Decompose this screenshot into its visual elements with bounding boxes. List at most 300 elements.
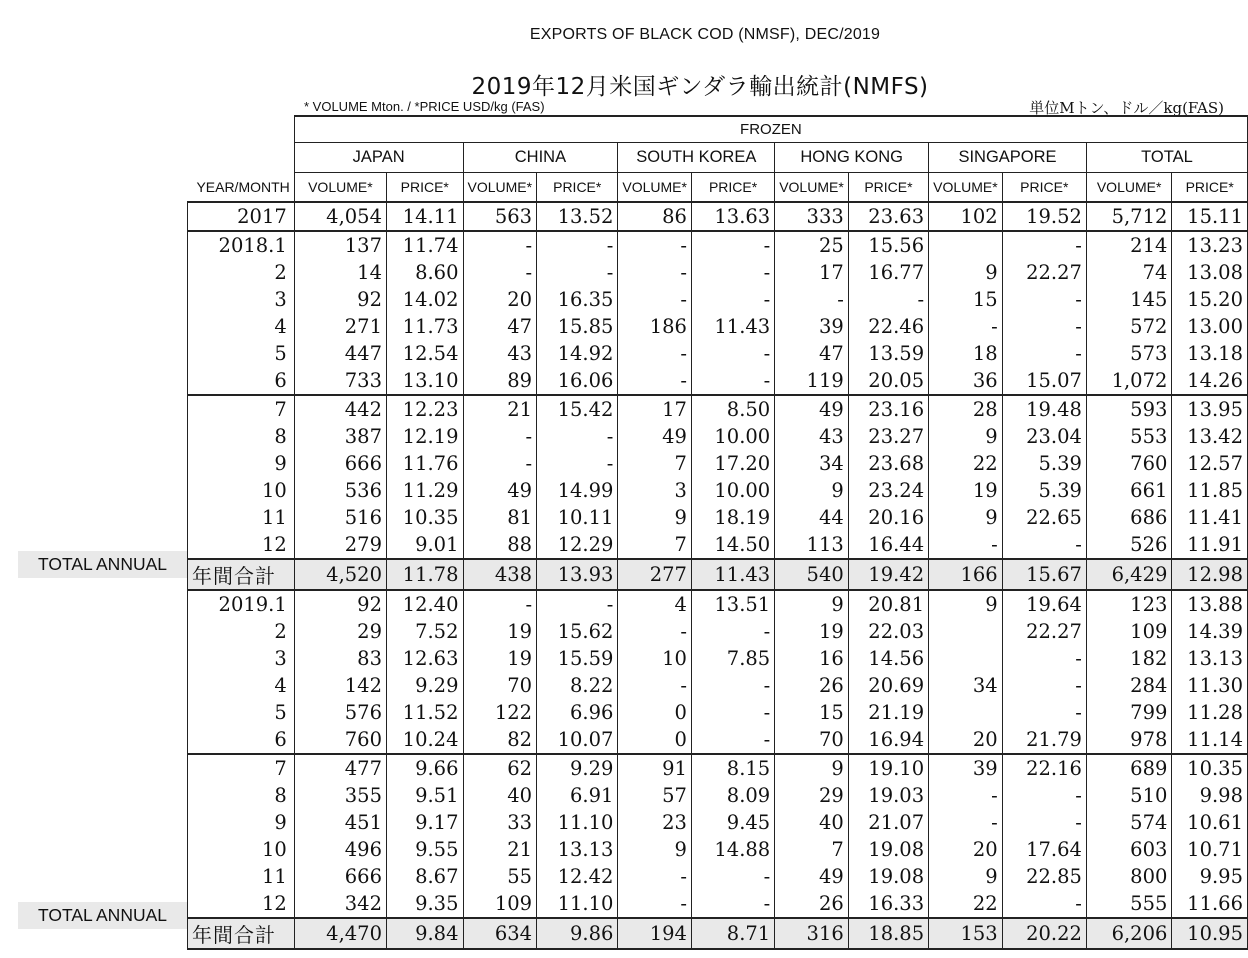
volume-cell: 516 — [294, 504, 386, 531]
row-period-label: 8 — [188, 782, 295, 809]
volume-cell: 576 — [294, 699, 386, 726]
volume-cell: 86 — [618, 202, 692, 231]
volume-cell: 686 — [1086, 504, 1172, 531]
price-cell: - — [691, 340, 774, 367]
volume-cell: 55 — [463, 863, 537, 890]
volume-cell: 342 — [294, 890, 386, 918]
price-cell: 21.19 — [848, 699, 928, 726]
volume-cell: 28 — [929, 395, 1003, 423]
price-cell: 20.16 — [848, 504, 928, 531]
volume-cell: 21 — [463, 395, 537, 423]
price-cell: 9.29 — [387, 672, 464, 699]
price-cell: 10.07 — [537, 726, 618, 754]
volume-cell: 82 — [463, 726, 537, 754]
volume-column-header: VOLUME* — [294, 173, 386, 203]
table-row — [188, 504, 1248, 531]
price-cell: - — [691, 890, 774, 918]
price-cell: 11.74 — [387, 231, 464, 259]
volume-cell: 57 — [618, 782, 692, 809]
price-cell: - — [691, 231, 774, 259]
country-header-total: TOTAL — [1086, 143, 1247, 173]
volume-cell: 142 — [294, 672, 386, 699]
price-cell: 14.50 — [691, 531, 774, 559]
row-period-label: 3 — [188, 286, 295, 313]
price-cell: 13.51 — [691, 590, 774, 618]
table-row — [188, 423, 1248, 450]
volume-cell: 123 — [1086, 590, 1172, 618]
price-cell: 13.93 — [537, 559, 618, 590]
volume-cell: 279 — [294, 531, 386, 559]
price-cell: 19.64 — [1002, 590, 1086, 618]
row-period-label: 6 — [188, 726, 295, 754]
price-cell: 15.56 — [848, 231, 928, 259]
volume-cell: - — [929, 531, 1003, 559]
volume-cell: 15 — [775, 699, 849, 726]
price-cell: 20.69 — [848, 672, 928, 699]
price-cell: 13.95 — [1172, 395, 1248, 423]
price-cell: 13.63 — [691, 202, 774, 231]
volume-cell: 16 — [775, 645, 849, 672]
volume-cell: 553 — [1086, 423, 1172, 450]
volume-cell: 88 — [463, 531, 537, 559]
row-period-label: 9 — [188, 450, 295, 477]
row-period-label: 12 — [188, 890, 295, 918]
volume-cell: 92 — [294, 590, 386, 618]
price-cell: 13.18 — [1172, 340, 1248, 367]
volume-cell: 442 — [294, 395, 386, 423]
table-row — [188, 395, 1248, 423]
country-header-japan: JAPAN — [294, 143, 463, 173]
table-row — [188, 286, 1248, 313]
volume-column-header: VOLUME* — [1086, 173, 1172, 203]
volume-cell: 83 — [294, 645, 386, 672]
volume-cell: 49 — [775, 395, 849, 423]
table-row — [188, 782, 1248, 809]
price-cell: 15.67 — [1002, 559, 1086, 590]
price-cell: 14.88 — [691, 836, 774, 863]
volume-cell: 92 — [294, 286, 386, 313]
volume-cell: - — [463, 590, 537, 618]
volume-cell: 36 — [929, 367, 1003, 395]
price-cell: 9.98 — [1172, 782, 1248, 809]
volume-cell: 799 — [1086, 699, 1172, 726]
volume-cell: 0 — [618, 726, 692, 754]
volume-cell: 74 — [1086, 259, 1172, 286]
price-cell: 10.35 — [1172, 754, 1248, 782]
price-cell: - — [1002, 782, 1086, 809]
table-row — [188, 699, 1248, 726]
table-row — [188, 531, 1248, 559]
volume-cell: 26 — [775, 672, 849, 699]
price-cell: - — [537, 423, 618, 450]
price-cell: 10.35 — [387, 504, 464, 531]
volume-cell: 34 — [775, 450, 849, 477]
volume-column-header: VOLUME* — [618, 173, 692, 203]
price-cell: 11.73 — [387, 313, 464, 340]
volume-cell: - — [618, 863, 692, 890]
volume-cell: 477 — [294, 754, 386, 782]
volume-cell: 9 — [618, 836, 692, 863]
price-cell: 9.51 — [387, 782, 464, 809]
volume-cell — [929, 645, 1003, 672]
volume-cell: 145 — [1086, 286, 1172, 313]
volume-cell: 20 — [929, 836, 1003, 863]
volume-cell: 800 — [1086, 863, 1172, 890]
table-row — [188, 313, 1248, 340]
volume-cell: 47 — [775, 340, 849, 367]
volume-cell: 666 — [294, 450, 386, 477]
row-period-label: 2017 — [188, 202, 295, 231]
volume-cell: 33 — [463, 809, 537, 836]
price-cell: 10.24 — [387, 726, 464, 754]
volume-cell: 39 — [929, 754, 1003, 782]
volume-cell: - — [463, 423, 537, 450]
price-cell: 22.27 — [1002, 618, 1086, 645]
price-cell: 12.57 — [1172, 450, 1248, 477]
price-cell: 9.35 — [387, 890, 464, 918]
volume-cell: 572 — [1086, 313, 1172, 340]
volume-cell: 9 — [775, 590, 849, 618]
volume-cell: 25 — [775, 231, 849, 259]
volume-cell: 137 — [294, 231, 386, 259]
price-cell: 16.44 — [848, 531, 928, 559]
volume-cell: 9 — [929, 423, 1003, 450]
price-column-header: PRICE* — [1002, 173, 1086, 203]
table-row — [188, 477, 1248, 504]
price-cell: 9.86 — [537, 918, 618, 949]
volume-cell: 17 — [618, 395, 692, 423]
price-cell: 14.02 — [387, 286, 464, 313]
price-cell: - — [691, 286, 774, 313]
price-cell: 12.40 — [387, 590, 464, 618]
price-cell: 10.11 — [537, 504, 618, 531]
total-annual-side-label-2019: TOTAL ANNUAL — [18, 902, 187, 929]
row-period-label: 7 — [188, 754, 295, 782]
row-period-label: 5 — [188, 699, 295, 726]
price-cell: 11.76 — [387, 450, 464, 477]
volume-cell: 1,072 — [1086, 367, 1172, 395]
volume-cell: - — [929, 809, 1003, 836]
price-cell: 21.79 — [1002, 726, 1086, 754]
volume-cell: 355 — [294, 782, 386, 809]
volume-cell: - — [618, 672, 692, 699]
units-note-english: * VOLUME Mton. / *PRICE USD/kg (FAS) — [304, 99, 545, 114]
table-row — [188, 590, 1248, 618]
price-cell: - — [1002, 809, 1086, 836]
price-cell: 11.29 — [387, 477, 464, 504]
price-cell: 11.28 — [1172, 699, 1248, 726]
volume-cell: 19 — [463, 618, 537, 645]
volume-cell: 316 — [775, 918, 849, 949]
volume-cell: 7 — [775, 836, 849, 863]
volume-cell: 333 — [775, 202, 849, 231]
volume-cell: 4,054 — [294, 202, 386, 231]
total-annual-row — [188, 918, 1248, 949]
volume-cell: 634 — [463, 918, 537, 949]
price-cell: 18.19 — [691, 504, 774, 531]
volume-cell: 9 — [929, 259, 1003, 286]
volume-cell: 6,429 — [1086, 559, 1172, 590]
price-cell: - — [1002, 672, 1086, 699]
price-cell: 13.59 — [848, 340, 928, 367]
table-row — [188, 890, 1248, 918]
volume-cell: 70 — [463, 672, 537, 699]
price-cell: 19.42 — [848, 559, 928, 590]
price-cell: 19.52 — [1002, 202, 1086, 231]
price-cell: 14.92 — [537, 340, 618, 367]
volume-cell: 447 — [294, 340, 386, 367]
exports-table — [187, 115, 1248, 950]
price-cell: 12.63 — [387, 645, 464, 672]
volume-cell: 182 — [1086, 645, 1172, 672]
price-cell: 22.03 — [848, 618, 928, 645]
volume-cell: 22 — [929, 450, 1003, 477]
volume-cell: - — [463, 231, 537, 259]
price-cell: 12.19 — [387, 423, 464, 450]
price-cell: 12.23 — [387, 395, 464, 423]
price-cell: 13.08 — [1172, 259, 1248, 286]
table-row — [188, 231, 1248, 259]
price-cell: 9.45 — [691, 809, 774, 836]
price-cell: 8.22 — [537, 672, 618, 699]
volume-cell: 277 — [618, 559, 692, 590]
price-cell: 8.15 — [691, 754, 774, 782]
price-cell: 22.85 — [1002, 863, 1086, 890]
volume-cell: 47 — [463, 313, 537, 340]
price-cell: 10.61 — [1172, 809, 1248, 836]
row-period-label: 4 — [188, 672, 295, 699]
table-row — [188, 726, 1248, 754]
row-period-label: 2019.1 — [188, 590, 295, 618]
volume-cell: 113 — [775, 531, 849, 559]
table-row — [188, 645, 1248, 672]
volume-cell: 23 — [618, 809, 692, 836]
table-row — [188, 259, 1248, 286]
volume-column-header: VOLUME* — [929, 173, 1003, 203]
price-cell: 7.52 — [387, 618, 464, 645]
price-cell: 14.11 — [387, 202, 464, 231]
volume-cell: 43 — [775, 423, 849, 450]
volume-cell: 62 — [463, 754, 537, 782]
volume-cell: 6,206 — [1086, 918, 1172, 949]
volume-cell: 20 — [929, 726, 1003, 754]
country-header-south-korea: SOUTH KOREA — [618, 143, 775, 173]
total-annual-row — [188, 559, 1248, 590]
price-cell: 11.78 — [387, 559, 464, 590]
price-cell: 14.39 — [1172, 618, 1248, 645]
annual-total-label: 年間合計 — [188, 918, 295, 949]
price-cell: 8.71 — [691, 918, 774, 949]
volume-cell: 49 — [775, 863, 849, 890]
price-cell: 15.07 — [1002, 367, 1086, 395]
price-cell: 7.85 — [691, 645, 774, 672]
volume-cell: 21 — [463, 836, 537, 863]
volume-cell: 284 — [1086, 672, 1172, 699]
total-annual-side-label-2018: TOTAL ANNUAL — [18, 551, 187, 578]
price-cell: 19.08 — [848, 836, 928, 863]
volume-cell: 9 — [929, 590, 1003, 618]
price-cell: 13.23 — [1172, 231, 1248, 259]
volume-cell: 4,470 — [294, 918, 386, 949]
volume-cell: 5,712 — [1086, 202, 1172, 231]
volume-cell: 20 — [463, 286, 537, 313]
volume-cell: 91 — [618, 754, 692, 782]
price-cell: 20.05 — [848, 367, 928, 395]
row-period-label: 7 — [188, 395, 295, 423]
price-cell: 12.29 — [537, 531, 618, 559]
price-cell: 22.27 — [1002, 259, 1086, 286]
price-cell: 11.52 — [387, 699, 464, 726]
price-cell: 11.41 — [1172, 504, 1248, 531]
table-row — [188, 754, 1248, 782]
price-cell: - — [691, 367, 774, 395]
volume-cell: 44 — [775, 504, 849, 531]
volume-cell: 9 — [618, 504, 692, 531]
row-period-label: 12 — [188, 531, 295, 559]
volume-cell: - — [618, 367, 692, 395]
volume-cell: 43 — [463, 340, 537, 367]
volume-cell: 214 — [1086, 231, 1172, 259]
volume-cell: 39 — [775, 313, 849, 340]
volume-cell: 109 — [1086, 618, 1172, 645]
price-column-header: PRICE* — [537, 173, 618, 203]
country-header-china: CHINA — [463, 143, 618, 173]
price-cell: - — [537, 590, 618, 618]
table-row — [188, 809, 1248, 836]
volume-cell: 40 — [775, 809, 849, 836]
table-row — [188, 672, 1248, 699]
row-period-label: 5 — [188, 340, 295, 367]
row-period-label: 2018.1 — [188, 231, 295, 259]
price-cell: 10.95 — [1172, 918, 1248, 949]
price-cell: 19.48 — [1002, 395, 1086, 423]
price-cell: 17.64 — [1002, 836, 1086, 863]
price-cell: - — [1002, 699, 1086, 726]
country-header-singapore: SINGAPORE — [929, 143, 1087, 173]
price-cell: 11.30 — [1172, 672, 1248, 699]
volume-cell: 153 — [929, 918, 1003, 949]
volume-cell: 9 — [775, 754, 849, 782]
table-row — [188, 836, 1248, 863]
price-cell: 23.68 — [848, 450, 928, 477]
price-cell: - — [1002, 890, 1086, 918]
volume-cell: 89 — [463, 367, 537, 395]
price-cell: 15.62 — [537, 618, 618, 645]
volume-cell: 122 — [463, 699, 537, 726]
price-cell: 11.91 — [1172, 531, 1248, 559]
volume-cell: 40 — [463, 782, 537, 809]
price-cell: 9.55 — [387, 836, 464, 863]
volume-cell: 271 — [294, 313, 386, 340]
volume-cell: - — [618, 890, 692, 918]
volume-cell: 49 — [463, 477, 537, 504]
volume-cell: 15 — [929, 286, 1003, 313]
volume-cell: 18 — [929, 340, 1003, 367]
volume-cell: 760 — [294, 726, 386, 754]
price-cell: 6.96 — [537, 699, 618, 726]
row-period-label: 11 — [188, 504, 295, 531]
volume-cell: 573 — [1086, 340, 1172, 367]
price-cell: 23.63 — [848, 202, 928, 231]
volume-cell: 0 — [618, 699, 692, 726]
price-cell: 11.10 — [537, 890, 618, 918]
price-cell: 9.95 — [1172, 863, 1248, 890]
annual-total-label: 年間合計 — [188, 559, 295, 590]
volume-cell: - — [463, 450, 537, 477]
price-cell: 9.01 — [387, 531, 464, 559]
price-cell: - — [537, 231, 618, 259]
volume-cell: 17 — [775, 259, 849, 286]
volume-cell: 536 — [294, 477, 386, 504]
table-row — [188, 618, 1248, 645]
price-cell: 22.65 — [1002, 504, 1086, 531]
price-cell: 14.56 — [848, 645, 928, 672]
volume-cell: 29 — [294, 618, 386, 645]
table-row — [188, 340, 1248, 367]
volume-cell: - — [618, 231, 692, 259]
volume-cell: 661 — [1086, 477, 1172, 504]
price-cell: 15.20 — [1172, 286, 1248, 313]
price-cell: 11.10 — [537, 809, 618, 836]
price-cell: 17.20 — [691, 450, 774, 477]
price-cell: - — [691, 699, 774, 726]
price-cell: 19.10 — [848, 754, 928, 782]
price-cell: 16.77 — [848, 259, 928, 286]
price-cell: - — [1002, 286, 1086, 313]
price-cell: 8.50 — [691, 395, 774, 423]
volume-cell: 9 — [775, 477, 849, 504]
price-cell: 23.04 — [1002, 423, 1086, 450]
english-title: EXPORTS OF BLACK COD (NMSF), DEC/2019 — [529, 26, 881, 43]
row-period-label: 4 — [188, 313, 295, 340]
price-cell: 8.67 — [387, 863, 464, 890]
price-cell: 18.85 — [848, 918, 928, 949]
price-cell: - — [691, 863, 774, 890]
volume-cell: - — [463, 259, 537, 286]
volume-cell — [929, 699, 1003, 726]
price-cell: 9.84 — [387, 918, 464, 949]
price-cell: 11.43 — [691, 559, 774, 590]
japanese-title: 2019年12月米国ギンダラ輸出統計(NMFS) — [471, 74, 929, 100]
row-period-label: 8 — [188, 423, 295, 450]
price-column-header: PRICE* — [387, 173, 464, 203]
price-cell: 23.16 — [848, 395, 928, 423]
volume-cell: 451 — [294, 809, 386, 836]
row-period-label: 6 — [188, 367, 295, 395]
price-cell: - — [691, 618, 774, 645]
volume-cell: 438 — [463, 559, 537, 590]
price-cell: 10.71 — [1172, 836, 1248, 863]
price-cell: 16.35 — [537, 286, 618, 313]
price-cell: 15.11 — [1172, 202, 1248, 231]
volume-cell: 3 — [618, 477, 692, 504]
row-period-label: 3 — [188, 645, 295, 672]
price-cell: 11.66 — [1172, 890, 1248, 918]
price-cell: 8.09 — [691, 782, 774, 809]
volume-cell: 10 — [618, 645, 692, 672]
volume-cell: - — [929, 782, 1003, 809]
volume-cell: 4,520 — [294, 559, 386, 590]
price-cell: 10.00 — [691, 477, 774, 504]
volume-cell: 109 — [463, 890, 537, 918]
volume-cell: - — [618, 618, 692, 645]
frozen-header: FROZEN — [294, 116, 1247, 143]
price-cell: 15.59 — [537, 645, 618, 672]
price-cell: 13.13 — [1172, 645, 1248, 672]
volume-column-header: VOLUME* — [775, 173, 849, 203]
volume-cell: 34 — [929, 672, 1003, 699]
row-period-label: 11 — [188, 863, 295, 890]
